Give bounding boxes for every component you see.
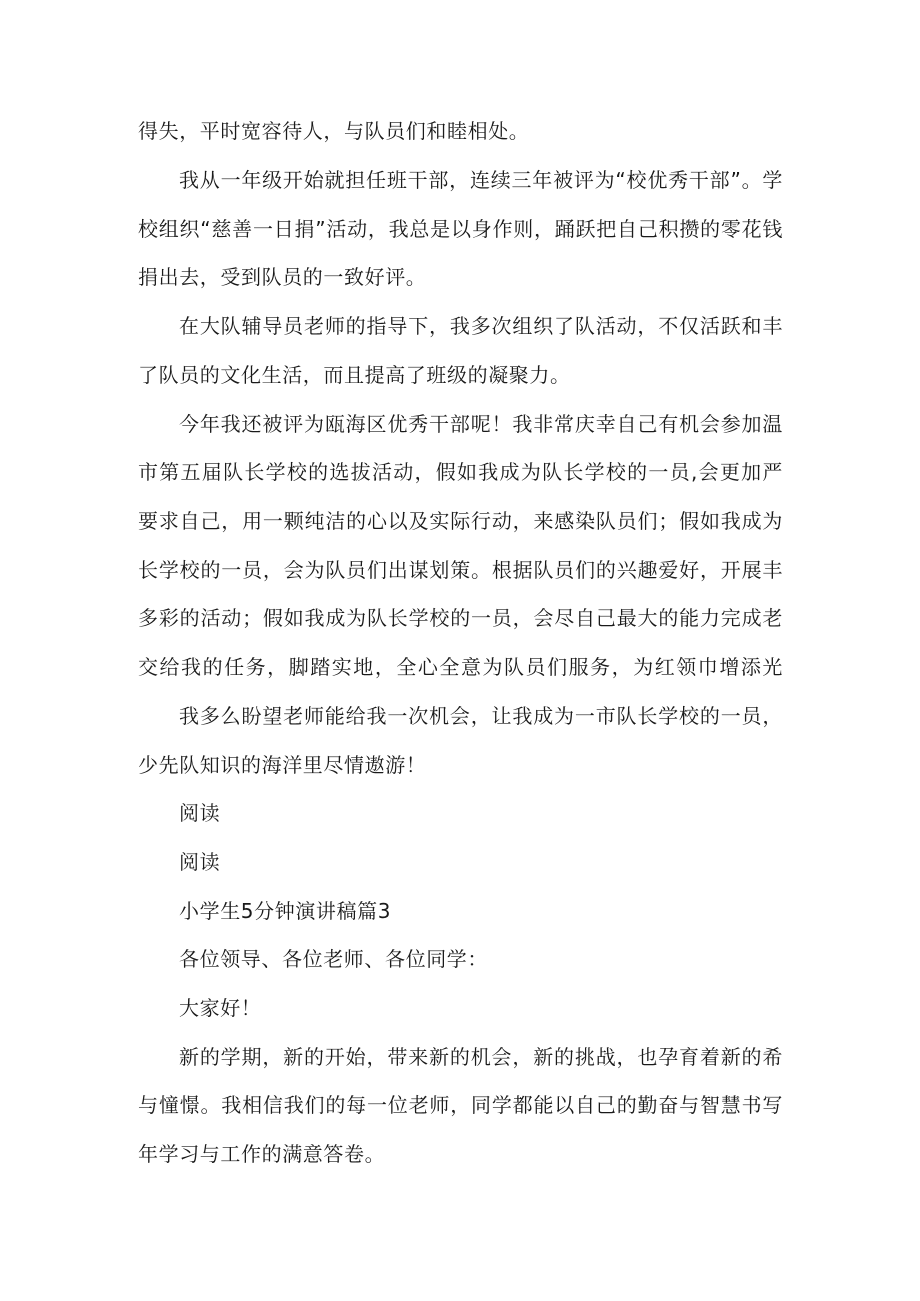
paragraph-start-line: 在大队辅导员老师的指导下，我多次组织了队活动，不仅活跃和丰 <box>179 314 783 338</box>
paragraph-start-line: 我从一年级开始就担任班干部，连续三年被评为“校优秀干部”。学 <box>179 168 783 192</box>
text-line: 与憧憬。我相信我们的每一位老师，同学都能以自己的勤奋与智慧书写 <box>138 1093 783 1117</box>
text-line: 了队员的文化生活，而且提高了班级的凝聚力。 <box>138 363 571 387</box>
text-line: 得失，平时宽容待人，与队员们和睦相处。 <box>138 119 530 143</box>
text-line: 市第五届队长学校的选拔活动，假如我成为队长学校的一员,会更加严 <box>138 460 783 484</box>
paragraph-start-line: 今年我还被评为瓯海区优秀干部呢！我非常庆幸自己有机会参加温 <box>179 412 783 436</box>
text-line: 多彩的活动；假如我成为队长学校的一员，会尽自己最大的能力完成老 <box>138 606 783 630</box>
text-line: 年学习与工作的满意答卷。 <box>138 1142 386 1166</box>
greeting: 大家好！ <box>179 996 262 1020</box>
paragraph-start-line: 新的学期，新的开始，带来新的机会，新的挑战，也孕育着新的希 <box>179 1045 783 1069</box>
paragraph-start-line: 我多么盼望老师能给我一次机会，让我成为一市队长学校的一员， <box>179 704 783 728</box>
read-link-text: 阅读 <box>179 801 221 825</box>
read-link-text: 阅读 <box>179 850 221 874</box>
text-line: 长学校的一员，会为队员们出谋划策。根据队员们的兴趣爱好，开展丰 <box>138 558 783 582</box>
text-line: 交给我的任务，脚踏实地，全心全意为队员们服务，为红领巾增添光 <box>138 655 783 679</box>
text-line: 校组织“慈善一日捐”活动，我总是以身作则，踊跃把自己积攒的零花钱 <box>138 217 783 241</box>
section-title: 小学生5分钟演讲稿篇3 <box>179 899 392 923</box>
salutation: 各位领导、各位老师、各位同学： <box>179 947 488 971</box>
text-line: 捐出去，受到队员的一致好评。 <box>138 265 427 289</box>
text-line: 要求自己，用一颗纯洁的心以及实际行动，来感染队员们；假如我成为 <box>138 509 783 533</box>
text-line: 少先队知识的海洋里尽情遨游！ <box>138 753 427 777</box>
